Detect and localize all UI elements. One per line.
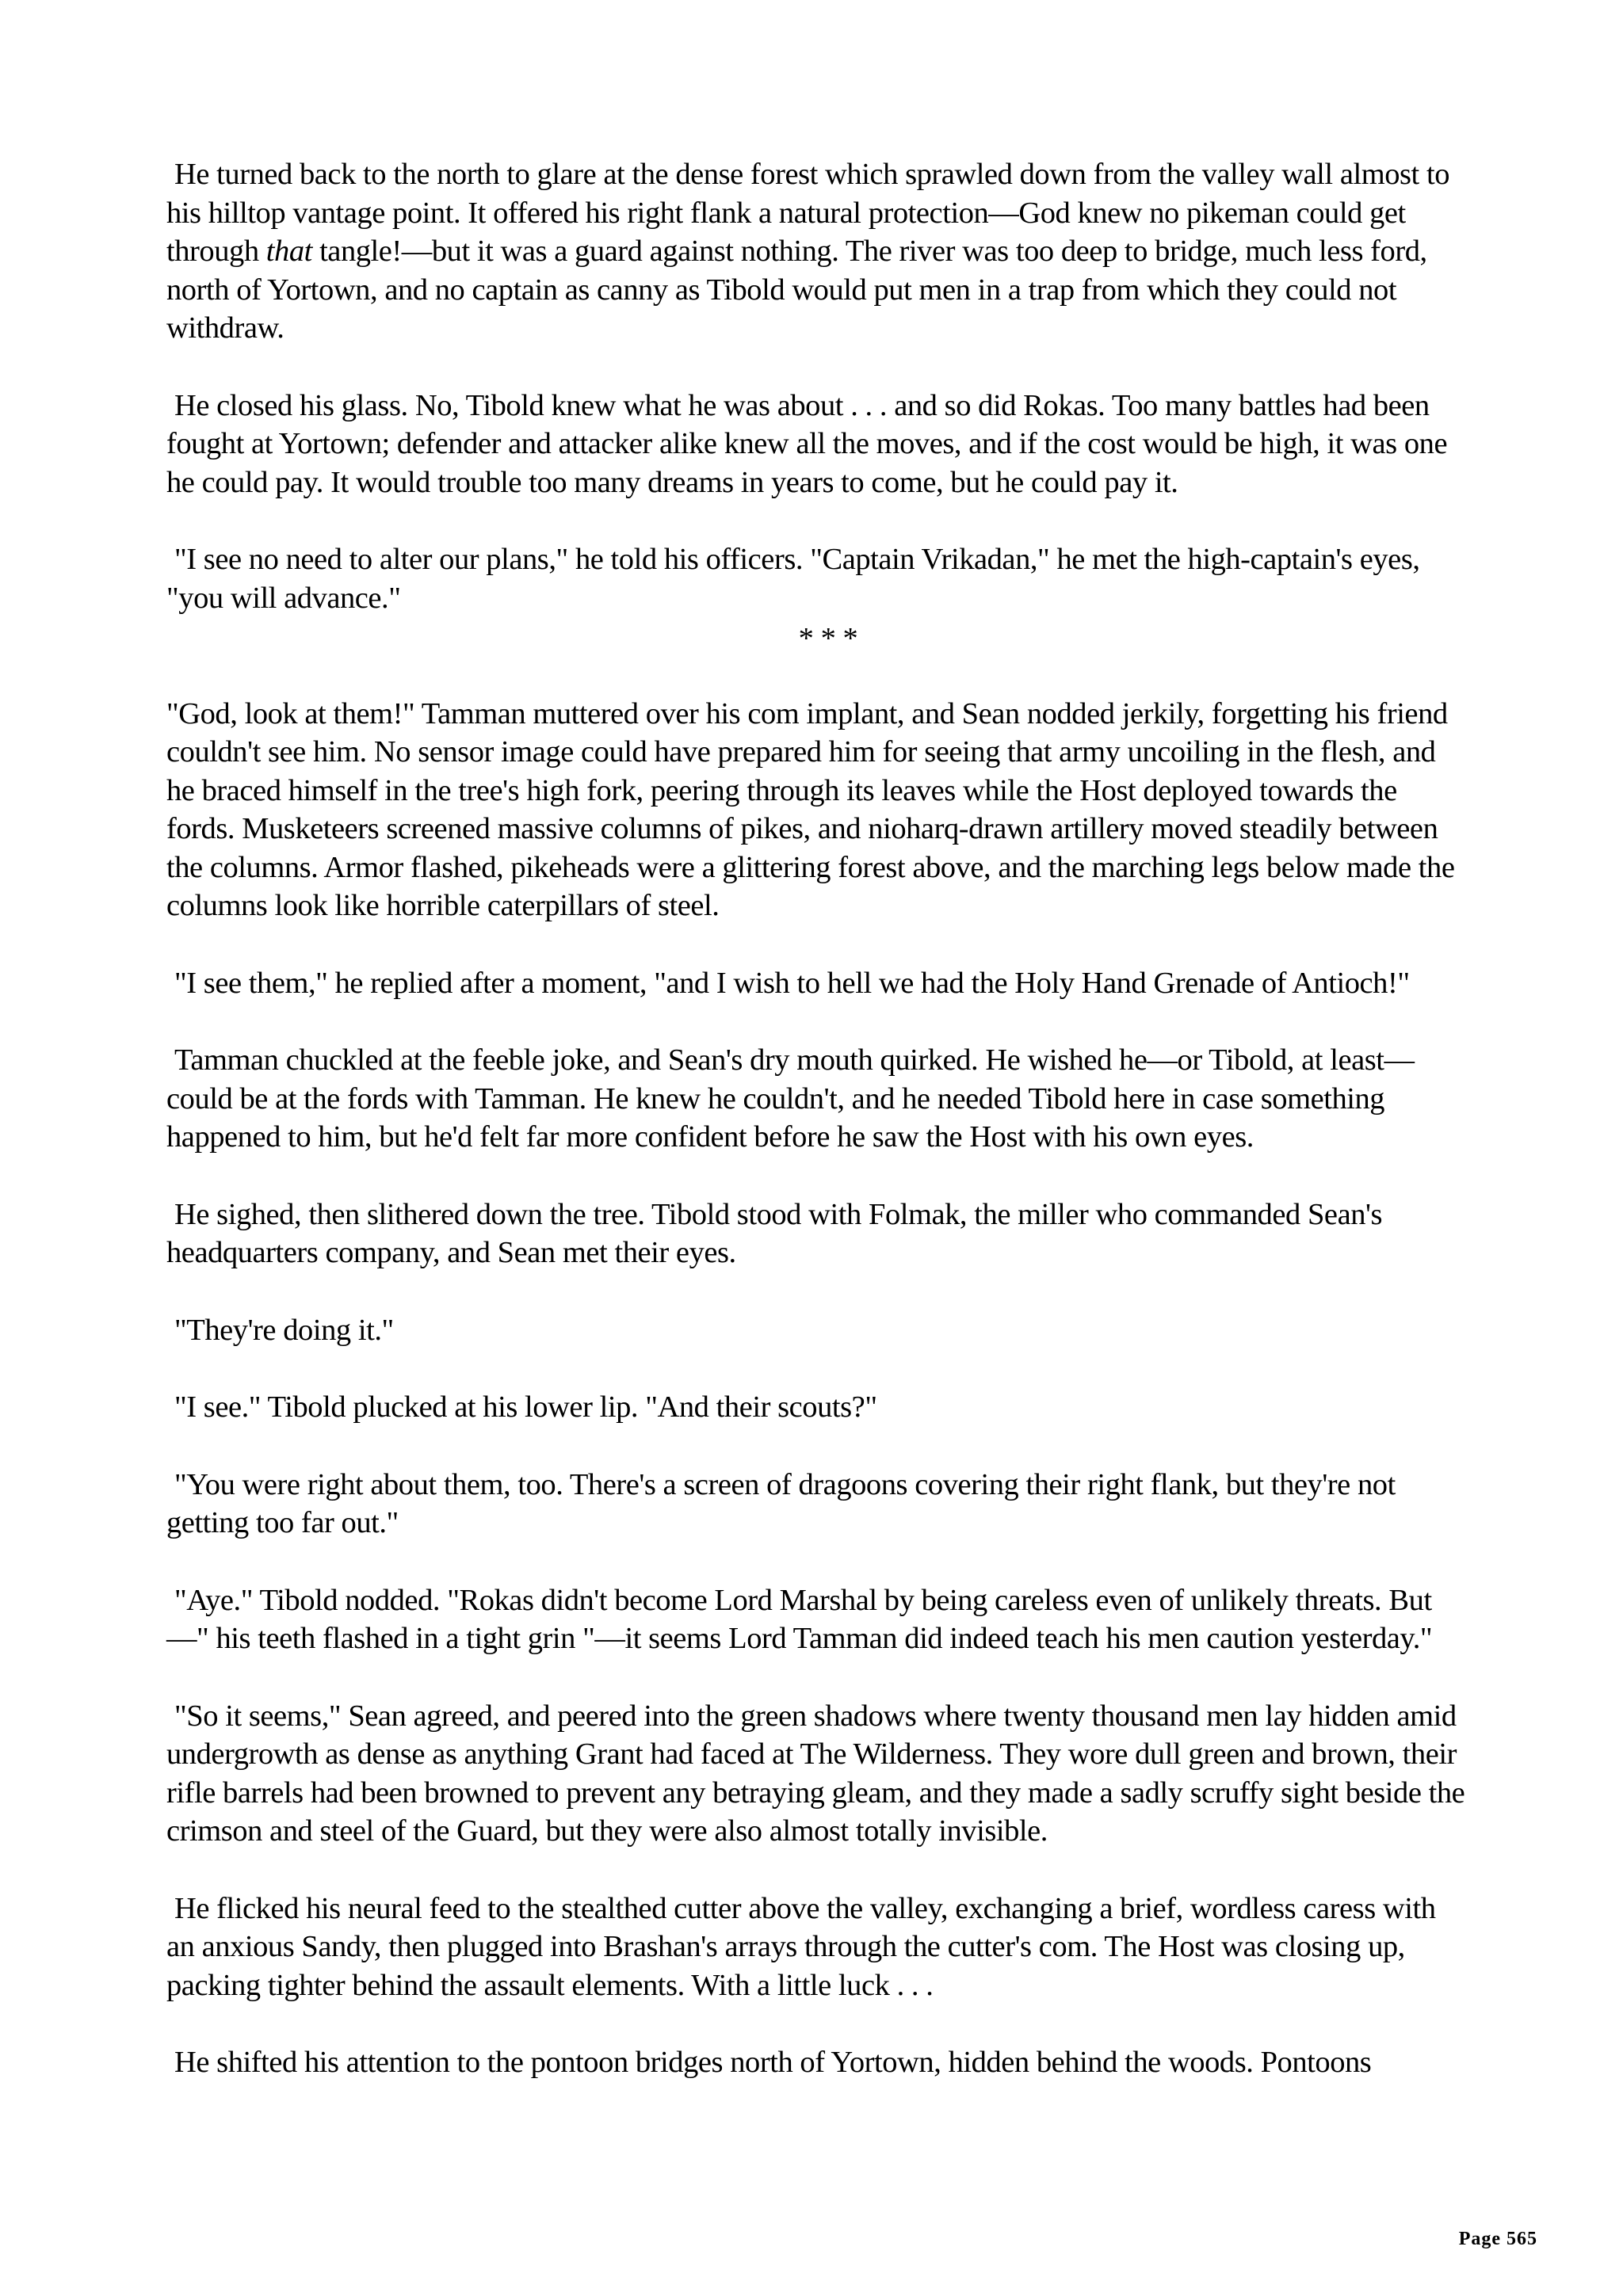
paragraph-5 [166, 964, 1466, 1003]
paragraph-11-text: "Aye." Tibold nodded. "Rokas didn't become Lord Marshal by being careless even of unlikely threats. But—" his teeth flashed in a tight grin "—it seems Lord Tamman did indeed teach his men caution yesterday." [166, 1583, 1433, 1655]
paragraph-2 [166, 387, 1466, 502]
paragraph-12-text: "So it seems," Sean agreed, and peered into the green shadows where twenty thousand men lay hidden amid undergrowth as dense as anything Grant had faced at The Wilderness. They wore dull green and brown, their rifle barrels had been browned to prevent any betraying gleam, and they made a sadly scruffy sight beside the crimson and steel of the Guard, but they were also almost totally invisible. [166, 1699, 1465, 1848]
paragraph-8 [166, 1311, 1466, 1350]
paragraph-9 [166, 1388, 1466, 1427]
paragraph-11 [166, 1581, 1466, 1658]
paragraph-7 [166, 1196, 1466, 1272]
paragraph-4 [166, 695, 1466, 925]
paragraph-7-text: He sighed, then slithered down the tree. Tibold stood with Folmak, the miller who commanded Sean's headquarters company, and Sean met their eyes. [166, 1197, 1383, 1269]
paragraph-3-text: "I see no need to alter our plans," he told his officers. "Captain Vrikadan," he met the high-captain's eyes, "you will advance." [166, 543, 1420, 615]
paragraph-1-text-start: He turned back to the north to glare at the dense forest which sprawled down from the valley wall almost to his hilltop vantage point. It offered his right flank a natural protection—God knew no pikeman could get through [166, 158, 1450, 268]
paragraph-12 [166, 1697, 1466, 1851]
paragraph-3 [166, 540, 1466, 617]
paragraph-1 [166, 155, 1466, 348]
paragraph-14-text: He shifted his attention to the pontoon bridges north of Yortown, hidden behind the woods. Pontoons [174, 2046, 1372, 2079]
paragraph-13 [166, 1890, 1466, 2005]
page-number: Page 565 [1458, 2229, 1537, 2249]
paragraph-4-text: "God, look at them!" Tamman muttered over his com implant, and Sean nodded jerkily, forgetting his friend couldn't see him. No sensor image could have prepared him for seeing that army uncoiling in the flesh, and he braced himself in the tree's high fork, peering through its leaves while the Host deployed towards the fords. Musketeers screened massive columns of pikes, and nioharq-drawn artillery moved steadily between the columns. Armor flashed, pikeheads were a glittering forest above, and the marching legs below made the columns look like horrible caterpillars of steel. [166, 696, 1455, 922]
page-body [166, 155, 1466, 2121]
paragraph-6-text: Tamman chuckled at the feeble joke, and Sean's dry mouth quirked. He wished he—or Tibold, at least—could be at the fords with Tamman. He knew he couldn't, and he needed Tibold here in case something happened to him, but he'd felt far more confident before he saw the Host with his own eyes. [166, 1043, 1415, 1154]
paragraph-10-text: "You were right about them, too. There's a screen of dragoons covering their right flank, but they're not getting too far out." [166, 1467, 1396, 1539]
paragraph-9-text: "I see." Tibold plucked at his lower lip. "And their scouts?" [174, 1390, 877, 1424]
paragraph-2-text: He closed his glass. No, Tibold knew what he was about . . . and so did Rokas. Too many battles had been fought at Yortown; defender and attacker alike knew all the moves, and if the cost would be high, it was one he could pay. It would trouble too many dreams in years to come, but he could pay it. [166, 388, 1448, 499]
scene-break: * * * [798, 622, 858, 655]
paragraph-1-emphasis: that [265, 235, 312, 268]
paragraph-5-text: "I see them," he replied after a moment, "and I wish to hell we had the Holy Hand Grenade of Antioch!" [174, 966, 1410, 1000]
paragraph-13-text: He flicked his neural feed to the stealthed cutter above the valley, exchanging a brief, wordless caress with an anxious Sandy, then plugged into Brashan's arrays through the cutter's com. The Host was closing up, packing tighter behind the assault elements. With a little luck . . . [166, 1891, 1436, 2002]
paragraph-10 [166, 1466, 1466, 1543]
paragraph-14 [166, 2043, 1466, 2082]
paragraph-6 [166, 1041, 1466, 1157]
paragraph-8-text: "They're doing it." [174, 1313, 394, 1347]
paragraph-1-text-end: tangle!—but it was a guard against nothing. The river was too deep to bridge, much less ford, north of Yortown, and no captain as canny as Tibold would put men in a trap from which they could not withdraw. [166, 235, 1427, 345]
